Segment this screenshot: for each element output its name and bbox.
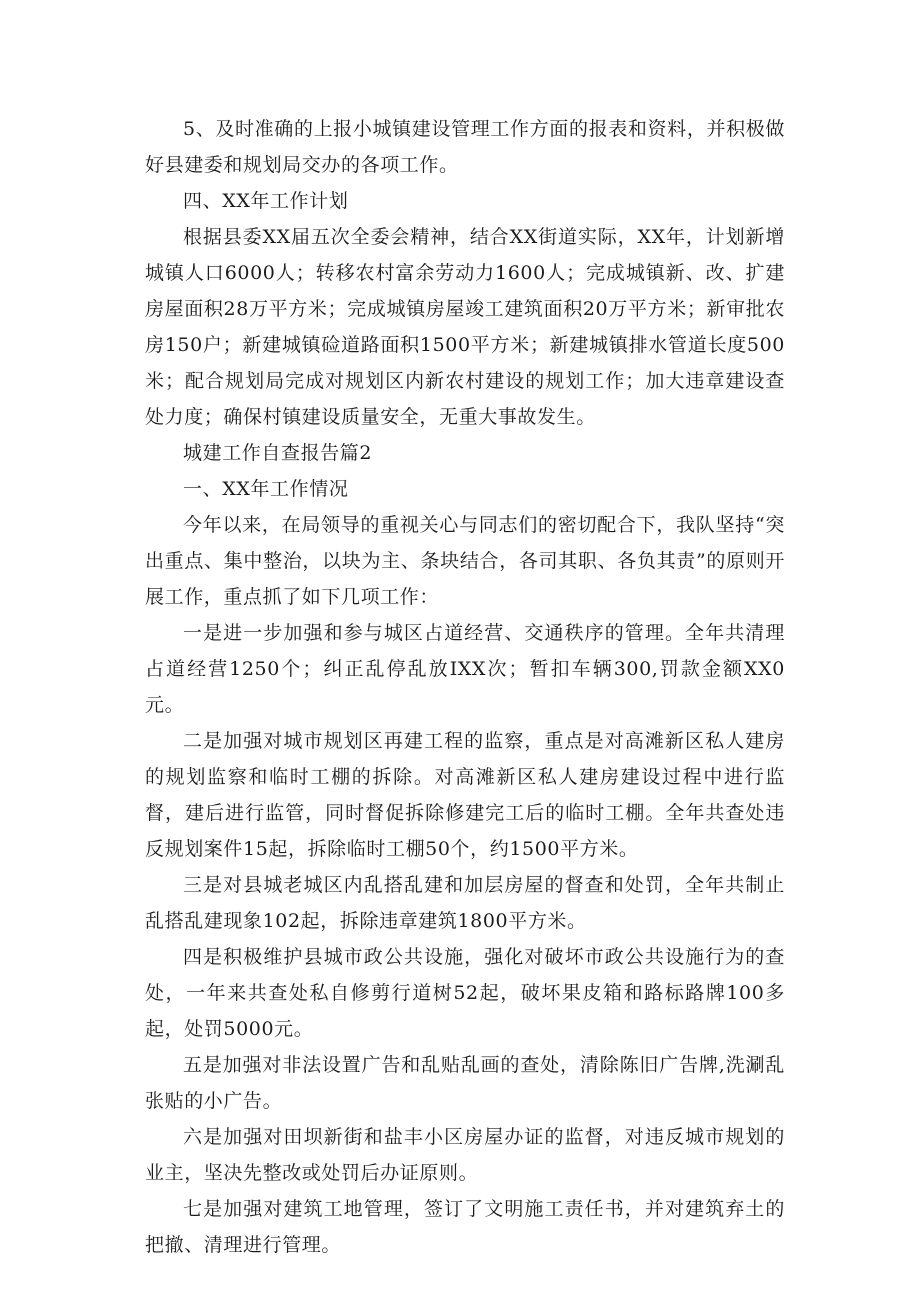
paragraph-item-7: 七是加强对建筑工地管理，签订了文明施工责任书，并对建筑弃土的把撤、清理进行管理。	[145, 1198, 785, 1256]
paragraph-item-2: 二是加强对城市规划区再建工程的监察，重点是对高滩新区私人建房的规划监察和临时工棚的拆除。对高滩新区私人建房建设过程中进行监督，建后进行监管，同时督促拆除修建完工后的临时工棚。全年共查处违反规划案件15起，拆除临时工棚50个，约1500平方米。	[145, 730, 785, 860]
document-body	[145, 111, 785, 1263]
paragraph-item-5b: 五是加强对非法设置广告和乱贴乱画的查处，清除陈旧广告牌,洗涮乱张贴的小广告。	[145, 1054, 785, 1112]
paragraph-intro: 今年以来，在局领导的重视关心与同志们的密切配合下，我队坚持“突出重点、集中整治，以块为主、条块结合，各司其职、各负其责”的原则开展工作，重点抓了如下几项工作：	[145, 514, 785, 608]
section-heading-work-status: 一、XX年工作情况	[183, 478, 349, 500]
paragraph-work-plan: 根据县委XX届五次全委会精神，结合XX街道实际，XX年，计划新增城镇人口6000人；转移农村富余劳动力1600人；完成城镇新、改、扩建房屋面积28万平方米；完成城镇房屋竣工建筑面积20万平方米；新审批农房150户；新建城镇硷道路面积1500平方米；新建城镇排水管道长度500米；配合规划局完成对规划区内新农村建设的规划工作；加大违章建设查处力度；确保村镇建设质量安全，无重大事故发生。	[145, 226, 785, 428]
paragraph-item-4: 四是积极维护县城市政公共设施，强化对破坏市政公共设施行为的查处，一年来共查处私自修剪行道树52起，破坏果皮箱和路标路牌100多起，处罚5000元。	[145, 946, 785, 1040]
paragraph-item-5: 5、及时准确的上报小城镇建设管理工作方面的报表和资料，并积极做好县建委和规划局交办的各项工作。	[145, 118, 785, 176]
paragraph-item-3: 三是对县城老城区内乱搭乱建和加层房屋的督查和处罚，全年共制止乱搭乱建现象102起，拆除违章建筑1800平方米。	[145, 874, 785, 932]
section-heading-work-plan: 四、XX年工作计划	[183, 190, 349, 212]
paragraph-item-1: 一是进一步加强和参与城区占道经营、交通秩序的管理。全年共清理占道经营1250个；纠正乱停乱放IXX次；暂扣车辆300,罚款金额XX0元。	[145, 622, 785, 716]
report-title-part-2: 城建工作自查报告篇2	[183, 442, 373, 464]
paragraph-item-6: 六是加强对田坝新街和盐丰小区房屋办证的监督，对违反城市规划的业主，坚决先整改或处罚后办证原则。	[145, 1126, 785, 1184]
